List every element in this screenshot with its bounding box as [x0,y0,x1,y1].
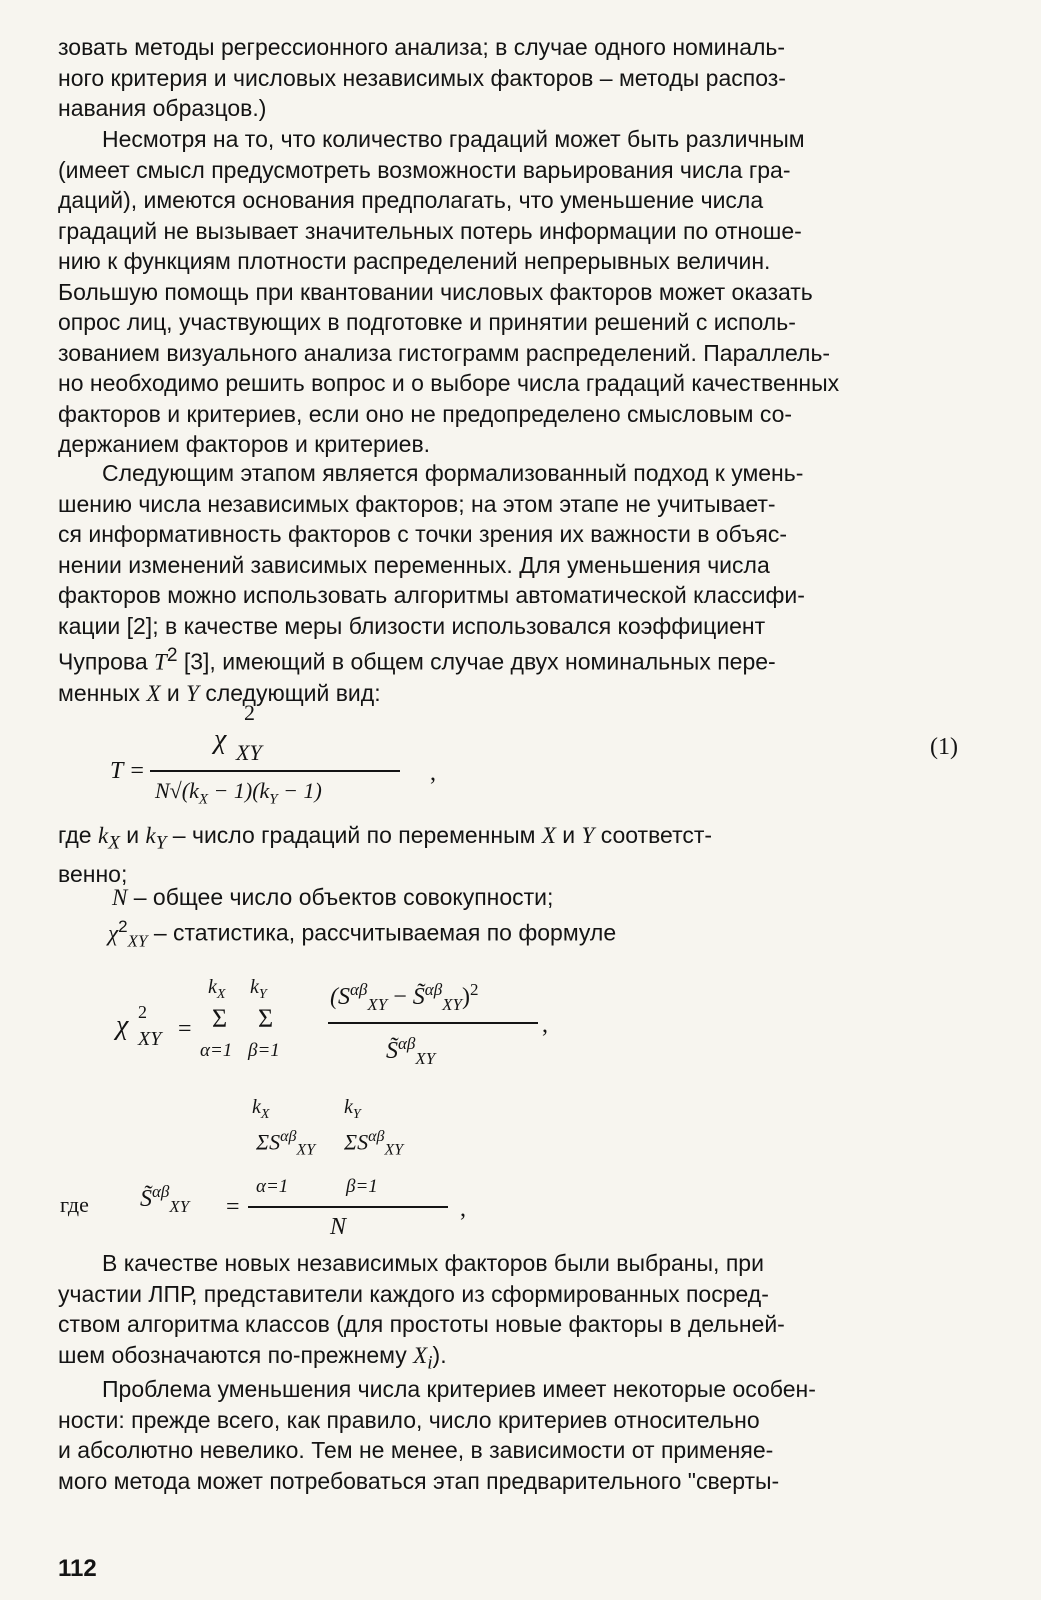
text-line: факторов и критериев, если оно не предопределено смысловым со- [58,400,793,427]
text-line: зовать методы регрессионного анализа; в случае одного номиналь- [58,34,786,60]
text-line: (имеет смысл предусмотреть возможности варьирования числа гра- [58,156,791,183]
text-line: нию к функциям плотности распределений непрерывных величин. [58,248,771,274]
eq3-sum-1: $\Sigma S^{\alpha\beta}_{XY}$ [256,1128,316,1159]
eq1-superscript: 2 [244,700,255,725]
text-line: менных X и Y следующий вид: [58,680,381,707]
text-line: держанием факторов и критериев. [58,431,431,457]
text-line: венно; [58,861,128,888]
text-line: навания образцов.) [58,95,267,121]
eq3-sum-2: $\Sigma S^{\alpha\beta}_{XY}$ [344,1128,404,1159]
text-line: ся информативность факторов с точки зрения их важности в объяс- [58,521,787,547]
eq1-fraction-bar [150,770,400,772]
eq2-fraction-bar [328,1022,538,1024]
text-line: кации [2]; в качестве меры близости использовался коэффициент [58,612,766,639]
text-line: нении изменений зависимых переменных. Для уменьшения числа [58,551,770,578]
eq2-chi: χ [116,1010,129,1041]
eq3-fraction-bar [248,1206,448,1208]
eq3-denominator: N [330,1214,347,1240]
text-line: Большую помощь при квантовании числовых факторов может оказать [58,278,813,305]
eq1-chi-subscript: XY [236,740,262,765]
text-line: шению числа независимых факторов; на этом этапе не учитывает- [58,490,776,517]
text-line: ного критерия и числовых независимых факторов – методы распоз- [58,64,786,91]
eq2-numerator: ($S^{\alpha\beta}_{XY}$ − S̃$^{\alpha\beta}_{XY}$)$^2$ [330,980,479,1014]
equation-number: (1) [930,734,958,760]
paragraph-1 [58,32,968,124]
text-line: Проблема уменьшения числа критериев имеет некоторые особен- [102,1376,816,1402]
text-line: участии ЛПР, представители каждого из сформированных посред- [58,1280,769,1307]
text-line: градаций не вызывает значительных потерь информации по отноше- [58,217,802,244]
text-line: ности: прежде всего, как правило, число критериев относительно [58,1406,760,1433]
eq3-lhs: S̃$^{\alpha\beta}_{XY}$ [140,1182,190,1216]
text-line: зованием визуального анализа гистограмм распределений. Параллель- [58,339,831,366]
paragraph-4: В качестве новых независимых факторов были выбраны, при участии ЛПР, представители каждого из сформированных посред- ством алгоритма классов (для простоты новые факторы в дельней- шем обозначаются по-прежнему $X_i$). [58,1248,968,1379]
text-line: опрос лиц, участвующих в подготовке и принятии решений с исполь- [58,309,796,335]
eq1-chi: χ [214,724,227,755]
definition-n: N – общее число объектов совокупности; [112,884,554,910]
paragraph-5 [58,1374,968,1496]
text-line: Следующим этапом является формализованный подход к умень- [102,460,804,486]
paragraph-3 [58,458,968,710]
definition-chi: $\chi^2_{XY}$ – статистика, рассчитываемая по формуле [108,917,617,951]
eq2-sigma-2: Σ [258,1004,274,1033]
eq2-top1: $k_X$ [208,976,226,1002]
text-line: Несмотря на то, что количество градаций может быть различным [102,126,805,152]
definition-kx-ky: где $k_X$ и $k_Y$ – число градаций по переменным X и Y соответст- венно; [58,820,968,890]
text-line: Чупрова $T^2$ [3], имеющий в общем случае двух номинальных пере- [58,645,776,675]
text-line: но необходимо решить вопрос и о выборе числа градаций качественных [58,370,840,396]
page-number: 112 [58,1555,97,1582]
text-line: и абсолютно невелико. Тем не менее, в зависимости от применяе- [58,1437,774,1463]
eq1-comma: , [430,760,436,786]
document-page: зовать методы регрессионного анализа; в случае одного номиналь- ного критерия и числовых независимых факторов – методы распоз- навания образцов.) Несмотря на то, что количество градаций может быть различным (имеет смысл предусмотреть возможности варьирования числа гра- даций), имеются основания предполагать, что уменьшение числа градаций не вызывает значительных потерь информации по отноше- нию к функциям плотности распределений непрерывных величин. Большую помощь при квантовании числовых факторов может оказать опрос лиц, участвующих в подготовке и принятии решений с исполь- зованием визуального анализа гистограмм распределений. Параллель- но необходимо решить вопрос и о выборе числа градаций качественных факторов и критериев, если оно не предопределено смысловым со- держанием факторов и критериев. Следующим этапом является формализованный подход к умень- шению числа независимых факторов; на этом этапе не учитывает- ся информативность факторов с точки зрения их важности в объяс- нении изменений зависимых переменных. Для уменьшения числа факторов можно использовать алгоритмы автоматической классифи- кации [2]; в качестве меры близости использовался коэффициент Чупрова $T^2$ [3], имеющий в общем случае двух номинальных пере- менных X и Y следующий вид: 2 χ XY T = $N√(k_X - 1)(k_Y - 1)$ , (1) где $k_X$ и $k_Y$ – число градаций по переменным X и Y соответст- венно; N – общее число объектов совокупности; $\chi^2_{XY}$ – статистика, рассчитываемая по формуле χ 2 XY = $k_X$ $k_Y$ Σ Σ α=1 β=1 ($S^{\alpha\beta}_{XY}$ − S̃$^{\alpha\beta}_{XY}$)$^2$ S̃$^{\alpha\beta}_{XY}$ , где S̃$^{\alpha\beta}_{XY}$ = $k_X$ $k_Y$ $\Sigma S^{\alpha\beta}_{XY}$ $\Sigma S^{\alpha\beta}_{XY}$ α=1 β=1 N , В качестве новых независимых факторов были выбраны, при участии ЛПР, представители каждого из сформированных посред- ством алгоритма классов (для простоты новые факторы в дельней- шем обозначаются по-прежнему $X_i$). Проблема уменьшения числа критериев имеет некоторые особен- ности: прежде всего, как правило, число критериев относительно и абсолютно невелико. Тем не менее, в зависимости от применяе- мого метода может потребоваться этап предварительного "сверты- 112 [0,0,1041,1600]
eq2-sigma-1: Σ [212,1004,228,1033]
eq2-denominator: S̃$^{\alpha\beta}_{XY}$ [386,1034,436,1068]
text-line: факторов можно использовать алгоритмы автоматической классифи- [58,582,805,608]
paragraph-2 [58,124,968,460]
eq1-denominator: $N√(k_X - 1)(k_Y - 1)$ [155,778,322,808]
text-line: даций), имеются основания предполагать, что уменьшение числа [58,187,764,213]
eq1-lhs: T = [110,758,146,784]
text-line: мого метода может потребоваться этап предварительного "сверты- [58,1467,780,1494]
eq2-top2: $k_Y$ [250,976,267,1002]
text-line: В качестве новых независимых факторов были выбраны, при [102,1250,764,1276]
text-line: ством алгоритма классов (для простоты новые факторы в дельней- [58,1311,785,1337]
